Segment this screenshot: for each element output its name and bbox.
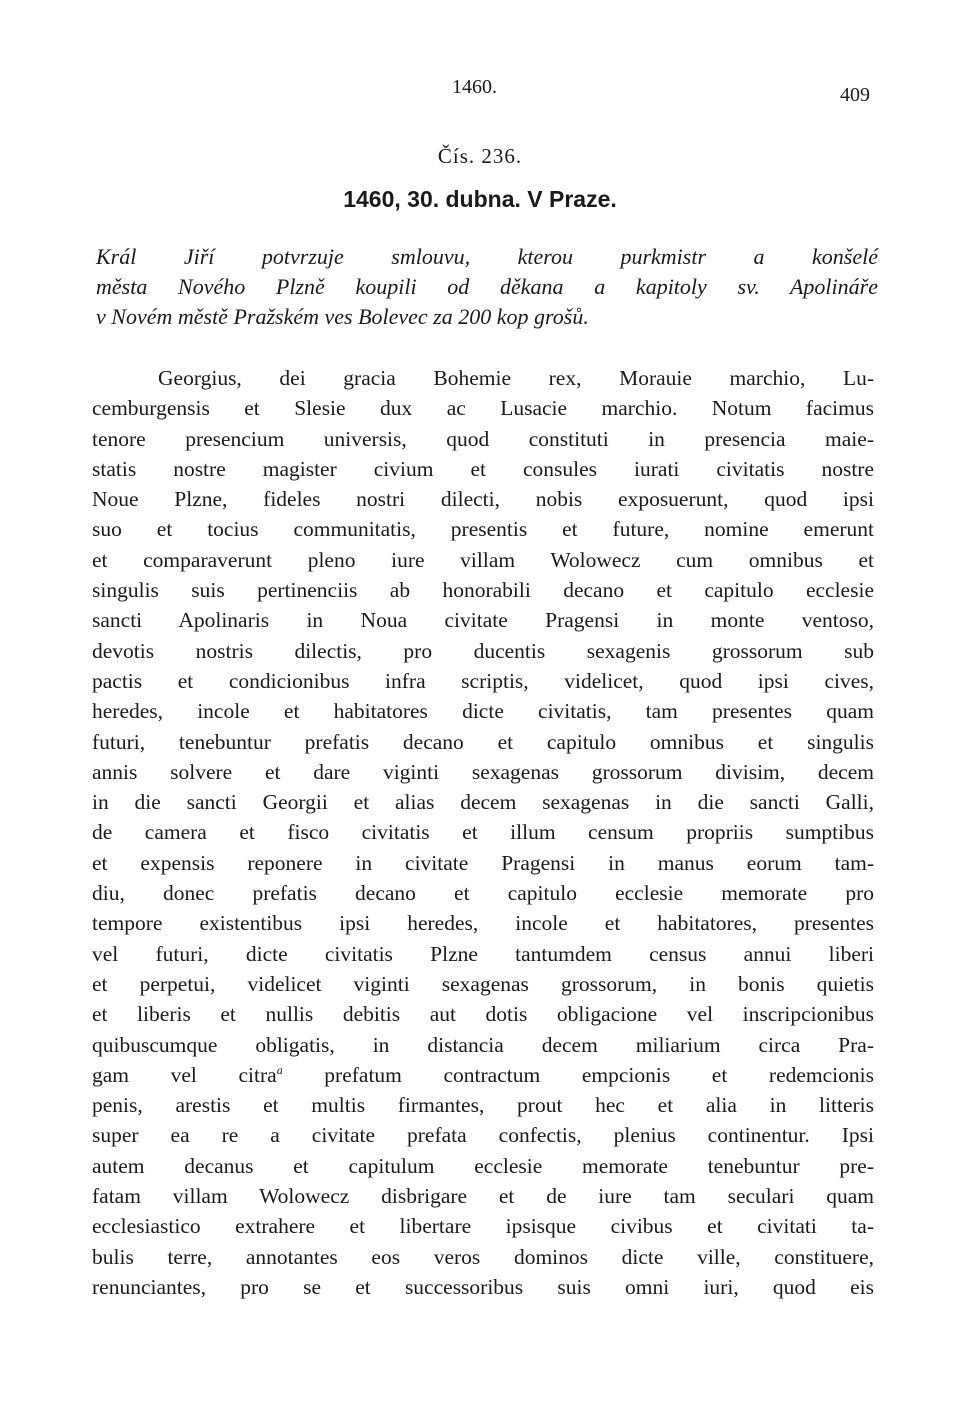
text-line: heredes, incole et habitatores dicte civitatis, tam presentes quam [92, 699, 874, 724]
regest [96, 242, 878, 332]
text-line-with-footnote [92, 1060, 874, 1090]
text-line: renunciantes, pro se et successoribus suis omni iuri, quod eis [92, 1274, 874, 1299]
text-line: Noue Plzne, fideles nostri dilecti, nobis exposuerunt, quod ipsi [92, 487, 874, 512]
text-line: super ea re a civitate prefata confectis, plenius continentur. Ipsi [92, 1123, 874, 1148]
page-number: 409 [840, 84, 870, 106]
text-line: penis, arestis et multis firmantes, prout hec et alia in litteris [92, 1093, 874, 1118]
document-number: Čís. 236. [437, 144, 523, 168]
text-line: tenore presencium universis, quod constituti in presencia maie- [92, 426, 874, 451]
text-line: Georgius, dei gracia Bohemie rex, Morauie marchio, Lu- [158, 366, 874, 390]
running-head-year: 1460. [452, 76, 497, 98]
running-head [0, 76, 960, 106]
text-line: diu, donec prefatis decano et capitulo ecclesie memorate pro [92, 881, 874, 906]
text-line: et perpetui, videlicet viginti sexagenas grossorum, in bonis quietis [92, 971, 874, 996]
text-line: annis solvere et dare viginti sexagenas grossorum divisim, decem [92, 759, 874, 784]
regest-line: Král Jiří potvrzuje smlouvu, kterou purkmistr a konšelé [96, 244, 878, 269]
text-line: autem decanus et capitulum ecclesie memorate tenebuntur pre- [92, 1153, 874, 1178]
document-date-place: 1460, 30. dubna. V Praze. [343, 186, 617, 212]
text-line: futuri, tenebuntur prefatis decano et capitulo omnibus et singulis [92, 729, 874, 754]
text-line: statis nostre magister civium et consules iurati civitatis nostre [92, 456, 874, 481]
footnote-mark: a [276, 1062, 283, 1077]
text-line: in die sancti Georgii et alias decem sexagenas in die sancti Galli, [92, 790, 874, 815]
text-line: sancti Apolinaris in Noua civitate Pragensi in monte ventoso, [92, 608, 874, 633]
text-line: devotis nostris dilectis, pro ducentis sexagenis grossorum sub [92, 638, 874, 663]
text-line: et comparaverunt pleno iure villam Wolowecz cum omnibus et [92, 547, 874, 572]
text-fragment: gam vel citra [92, 1062, 277, 1087]
text-line: et expensis reponere in civitate Pragensi in manus eorum tam- [92, 850, 874, 875]
text-line: pactis et condicionibus infra scriptis, videlicet, quod ipsi cives, [92, 668, 874, 693]
regest-line: města Nového Plzně koupili od děkana a kapitoly sv. Apolináře [96, 274, 878, 299]
text-line: tempore existentibus ipsi heredes, incole et habitatores, presentes [92, 911, 874, 936]
text-line: bulis terre, annotantes eos veros dominos dicte ville, constituere, [92, 1244, 874, 1269]
text-line: fatam villam Wolowecz disbrigare et de iure tam seculari quam [92, 1184, 874, 1209]
charter-text [92, 363, 874, 1302]
text-line: cemburgensis et Slesie dux ac Lusacie marchio. Notum facimus [92, 396, 874, 421]
text-line: de camera et fisco civitatis et illum censum propriis sumptibus [92, 820, 874, 845]
text-line: quibuscumque obligatis, in distancia decem miliarium circa Pra- [92, 1032, 874, 1057]
text-fragment: prefatum contractum empcionis et redemcionis [324, 1062, 874, 1087]
regest-line: v Novém městě Pražském ves Bolevec za 200 kop grošů. [96, 304, 589, 329]
text-line: vel futuri, dicte civitatis Plzne tantumdem census annui liberi [92, 941, 874, 966]
text-line: et liberis et nullis debitis aut dotis obligacione vel inscripcionibus [92, 1002, 874, 1027]
text-line: ecclesiastico extrahere et libertare ipsisque civibus et civitati ta- [92, 1214, 874, 1239]
text-line: suo et tocius communitatis, presentis et future, nomine emerunt [92, 517, 874, 542]
text-line: singulis suis pertinenciis ab honorabili decano et capitulo ecclesie [92, 578, 874, 603]
